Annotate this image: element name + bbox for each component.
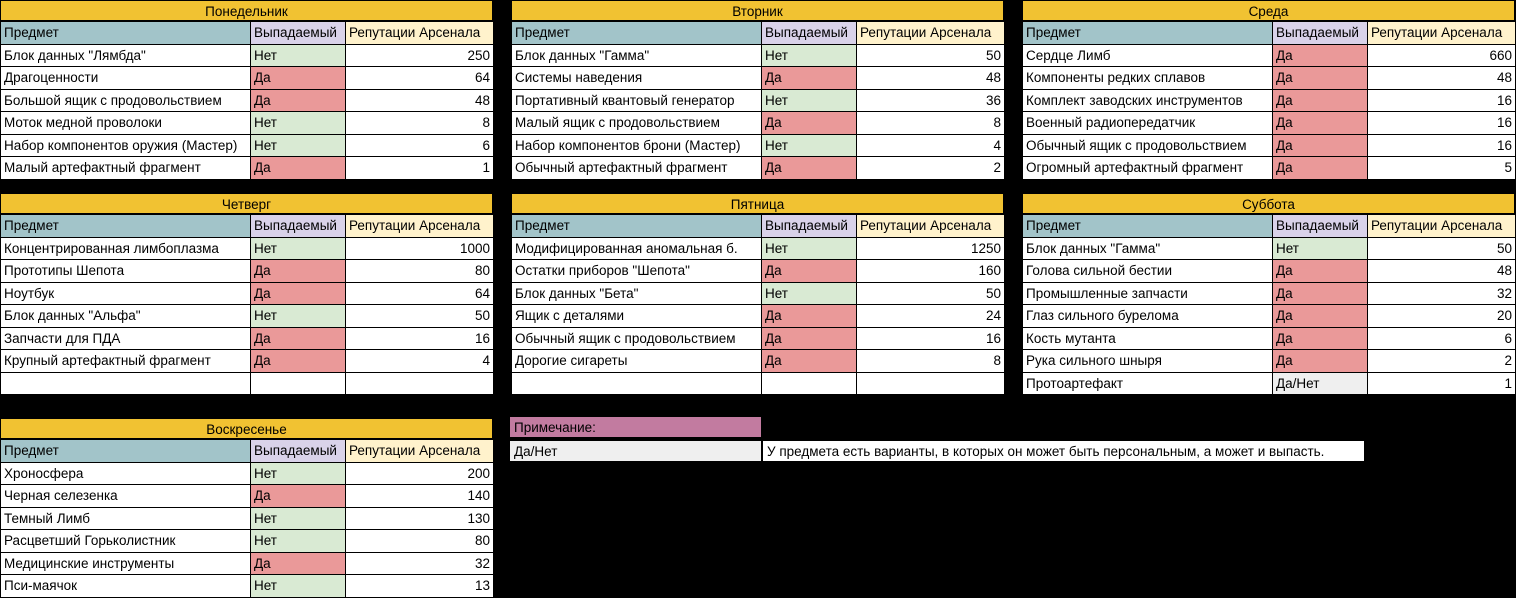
drop-cell: Да: [251, 260, 346, 283]
items-table: [0, 21, 494, 180]
reputation-cell: 5: [1368, 157, 1516, 180]
header-item: Предмет: [1023, 215, 1273, 238]
reputation-cell: 160: [857, 260, 1005, 283]
item-name-cell: Сердце Лимб: [1023, 44, 1273, 67]
drop-cell: Да: [1273, 327, 1368, 350]
item-name-cell: Набор компонентов оружия (Мастер): [1, 134, 251, 157]
drop-cell: Да: [1273, 350, 1368, 373]
table-row: [1023, 372, 1516, 395]
item-name-cell: Кость мутанта: [1023, 327, 1273, 350]
item-name-cell: Драгоценности: [1, 67, 251, 90]
reputation-cell: 4: [346, 350, 494, 373]
item-name-cell: [1, 372, 251, 395]
reputation-cell: [857, 372, 1005, 395]
day-table-saturday: [1022, 193, 1515, 395]
reputation-cell: 1250: [857, 237, 1005, 260]
table-row: [1, 134, 494, 157]
header-drop: Выпадаемый: [762, 215, 857, 238]
drop-cell: Нет: [1273, 237, 1368, 260]
table-row: [512, 89, 1005, 112]
drop-cell: Нет: [762, 237, 857, 260]
header-item: Предмет: [1, 22, 251, 45]
drop-cell: Да: [1273, 260, 1368, 283]
reputation-cell: 6: [346, 134, 494, 157]
header-item: Предмет: [512, 215, 762, 238]
day-title: Вторник: [511, 0, 1004, 21]
reputation-cell: 64: [346, 282, 494, 305]
item-name-cell: Военный радиопередатчик: [1023, 112, 1273, 135]
item-name-cell: Рука сильного шныря: [1023, 350, 1273, 373]
table-row: [1023, 157, 1516, 180]
day-table-thursday: [0, 193, 493, 395]
header-drop: Выпадаемый: [251, 440, 346, 463]
table-row: [1023, 67, 1516, 90]
reputation-cell: 64: [346, 67, 494, 90]
item-name-cell: Блок данных "Лямбда": [1, 44, 251, 67]
table-row: [1, 89, 494, 112]
item-name-cell: Ноутбук: [1, 282, 251, 305]
header-item: Предмет: [1023, 22, 1273, 45]
items-table: [511, 214, 1005, 395]
item-name-cell: Огромный артефактный фрагмент: [1023, 157, 1273, 180]
reputation-cell: 6: [1368, 327, 1516, 350]
items-table: [1022, 214, 1516, 395]
reputation-cell: [346, 372, 494, 395]
reputation-cell: 8: [346, 112, 494, 135]
reputation-cell: 130: [346, 507, 494, 530]
note-row: [509, 440, 1365, 462]
day-title: Пятница: [511, 193, 1004, 214]
reputation-cell: 2: [1368, 350, 1516, 373]
item-name-cell: Глаз сильного бурелома: [1023, 305, 1273, 328]
drop-cell: Да: [1273, 305, 1368, 328]
item-name-cell: Блок данных "Бета": [512, 282, 762, 305]
day-title: Суббота: [1022, 193, 1515, 214]
drop-cell: Да: [1273, 89, 1368, 112]
item-name-cell: Медицинские инструменты: [1, 552, 251, 575]
item-name-cell: Компоненты редких сплавов: [1023, 67, 1273, 90]
drop-cell: Нет: [251, 530, 346, 553]
table-row: [1, 282, 494, 305]
table-row: [1, 112, 494, 135]
reputation-cell: 20: [1368, 305, 1516, 328]
day-table-sunday: [0, 418, 493, 598]
note-key: Да/Нет: [509, 440, 762, 462]
day-table-wednesday: [1022, 0, 1515, 180]
table-row: [1023, 305, 1516, 328]
header-row: [1, 215, 494, 238]
header-rep: Репутации Арсенала: [346, 215, 494, 238]
day-title: Воскресенье: [0, 418, 493, 439]
table-row: [1023, 350, 1516, 373]
note-title: Примечание:: [509, 416, 762, 438]
reputation-cell: 16: [346, 327, 494, 350]
header-item: Предмет: [512, 22, 762, 45]
drop-cell: Да: [1273, 134, 1368, 157]
reputation-cell: 50: [346, 305, 494, 328]
item-name-cell: Темный Лимб: [1, 507, 251, 530]
reputation-cell: 250: [346, 44, 494, 67]
table-row: [1023, 44, 1516, 67]
header-drop: Выпадаемый: [762, 22, 857, 45]
table-row: [1023, 327, 1516, 350]
table-row: [1, 552, 494, 575]
item-name-cell: Обычный артефактный фрагмент: [512, 157, 762, 180]
table-row: [512, 350, 1005, 373]
day-title: Среда: [1022, 0, 1515, 21]
item-name-cell: Пси-маячок: [1, 575, 251, 598]
drop-cell: Нет: [251, 237, 346, 260]
table-row: [1023, 260, 1516, 283]
item-name-cell: Обычный ящик с продовольствием: [1023, 134, 1273, 157]
drop-cell: Нет: [251, 575, 346, 598]
drop-cell: Да: [251, 327, 346, 350]
item-name-cell: Ящик с деталями: [512, 305, 762, 328]
item-name-cell: Прототипы Шепота: [1, 260, 251, 283]
table-row: [512, 112, 1005, 135]
drop-cell: Да: [1273, 44, 1368, 67]
drop-cell: Да/Нет: [1273, 372, 1368, 395]
item-name-cell: Модифицированная аномальная б.: [512, 237, 762, 260]
item-name-cell: Блок данных "Гамма": [1023, 237, 1273, 260]
items-table: [1022, 21, 1516, 180]
header-drop: Выпадаемый: [1273, 215, 1368, 238]
drop-cell: Да: [762, 350, 857, 373]
header-rep: Репутации Арсенала: [1368, 215, 1516, 238]
header-item: Предмет: [1, 215, 251, 238]
item-name-cell: Набор компонентов брони (Мастер): [512, 134, 762, 157]
item-name-cell: Малый ящик с продовольствием: [512, 112, 762, 135]
item-name-cell: Большой ящик с продовольствием: [1, 89, 251, 112]
drop-cell: Нет: [762, 44, 857, 67]
items-table: [0, 439, 494, 598]
header-rep: Репутации Арсенала: [857, 22, 1005, 45]
header-rep: Репутации Арсенала: [1368, 22, 1516, 45]
item-name-cell: Блок данных "Альфа": [1, 305, 251, 328]
reputation-cell: 13: [346, 575, 494, 598]
table-row: [1, 485, 494, 508]
reputation-cell: 140: [346, 485, 494, 508]
drop-cell: Нет: [251, 44, 346, 67]
item-name-cell: Концентрированная лимбоплазма: [1, 237, 251, 260]
header-row: [1023, 215, 1516, 238]
header-rep: Репутации Арсенала: [857, 215, 1005, 238]
item-name-cell: Малый артефактный фрагмент: [1, 157, 251, 180]
drop-cell: Нет: [762, 134, 857, 157]
drop-cell: Нет: [251, 305, 346, 328]
header-drop: Выпадаемый: [1273, 22, 1368, 45]
table-row: [512, 44, 1005, 67]
header-row: [1, 440, 494, 463]
header-rep: Репутации Арсенала: [346, 440, 494, 463]
table-row: [512, 134, 1005, 157]
drop-cell: Да: [762, 260, 857, 283]
item-name-cell: Портативный квантовый генератор: [512, 89, 762, 112]
table-row: [512, 237, 1005, 260]
reputation-cell: 80: [346, 530, 494, 553]
table-row: [1, 530, 494, 553]
note-text: У предмета есть варианты, в которых он может быть персональным, а может и выпасть.: [762, 440, 1365, 462]
table-row: [512, 260, 1005, 283]
reputation-cell: 48: [857, 67, 1005, 90]
item-name-cell: Расцветший Горьколистник: [1, 530, 251, 553]
drop-cell: Да: [251, 350, 346, 373]
table-row: [1, 260, 494, 283]
item-name-cell: Комплект заводских инструментов: [1023, 89, 1273, 112]
table-row: [1, 462, 494, 485]
drop-cell: Да: [762, 112, 857, 135]
drop-cell: Да: [251, 282, 346, 305]
reputation-cell: 660: [1368, 44, 1516, 67]
item-name-cell: Протоартефакт: [1023, 372, 1273, 395]
drop-cell: Да: [1273, 157, 1368, 180]
item-name-cell: Остатки приборов "Шепота": [512, 260, 762, 283]
table-row: [1, 237, 494, 260]
table-row: [512, 67, 1005, 90]
table-row: [1, 575, 494, 598]
reputation-cell: 48: [1368, 260, 1516, 283]
header-row: [512, 22, 1005, 45]
table-row: [1, 507, 494, 530]
reputation-cell: 16: [1368, 112, 1516, 135]
reputation-cell: 1: [1368, 372, 1516, 395]
reputation-cell: 200: [346, 462, 494, 485]
drop-cell: Нет: [251, 112, 346, 135]
reputation-cell: 48: [1368, 67, 1516, 90]
item-name-cell: Дорогие сигареты: [512, 350, 762, 373]
drop-cell: Да: [251, 552, 346, 575]
reputation-cell: 16: [857, 327, 1005, 350]
reputation-cell: 50: [857, 44, 1005, 67]
drop-cell: Нет: [251, 507, 346, 530]
reputation-cell: 32: [346, 552, 494, 575]
table-row: [1, 157, 494, 180]
reputation-cell: 50: [857, 282, 1005, 305]
drop-cell: Да: [251, 67, 346, 90]
header-row: [512, 215, 1005, 238]
table-row: [1023, 134, 1516, 157]
item-name-cell: Блок данных "Гамма": [512, 44, 762, 67]
drop-cell: Да: [1273, 112, 1368, 135]
reputation-cell: 8: [857, 112, 1005, 135]
table-row: [512, 157, 1005, 180]
item-name-cell: Моток медной проволоки: [1, 112, 251, 135]
drop-cell: Да: [251, 157, 346, 180]
reputation-cell: 16: [1368, 89, 1516, 112]
items-table: [511, 21, 1005, 180]
item-name-cell: Обычный ящик с продовольствием: [512, 327, 762, 350]
day-title: Четверг: [0, 193, 493, 214]
table-row: [1023, 89, 1516, 112]
table-row: [1, 44, 494, 67]
drop-cell: Да: [1273, 67, 1368, 90]
header-drop: Выпадаемый: [251, 215, 346, 238]
drop-cell: [762, 372, 857, 395]
item-name-cell: Хроносфера: [1, 462, 251, 485]
reputation-cell: 1: [346, 157, 494, 180]
table-row: [1, 327, 494, 350]
item-name-cell: Крупный артефактный фрагмент: [1, 350, 251, 373]
item-name-cell: Запчасти для ПДА: [1, 327, 251, 350]
item-name-cell: Промышленные запчасти: [1023, 282, 1273, 305]
drop-cell: Нет: [251, 134, 346, 157]
reputation-cell: 16: [1368, 134, 1516, 157]
drop-cell: [251, 372, 346, 395]
drop-cell: Да: [251, 485, 346, 508]
reputation-cell: 32: [1368, 282, 1516, 305]
reputation-cell: 36: [857, 89, 1005, 112]
reputation-cell: 48: [346, 89, 494, 112]
table-row: [1023, 237, 1516, 260]
day-table-friday: [511, 193, 1004, 395]
item-name-cell: Черная селезенка: [1, 485, 251, 508]
table-row: [1, 305, 494, 328]
drop-cell: Нет: [762, 89, 857, 112]
table-row: [512, 305, 1005, 328]
table-row: [1, 372, 494, 395]
reputation-cell: 24: [857, 305, 1005, 328]
reputation-cell: 2: [857, 157, 1005, 180]
header-row: [1023, 22, 1516, 45]
drop-cell: Да: [762, 67, 857, 90]
drop-cell: Да: [762, 327, 857, 350]
item-name-cell: Голова сильной бестии: [1023, 260, 1273, 283]
header-item: Предмет: [1, 440, 251, 463]
drop-cell: Да: [762, 157, 857, 180]
reputation-cell: 4: [857, 134, 1005, 157]
reputation-cell: 1000: [346, 237, 494, 260]
day-table-tuesday: [511, 0, 1004, 180]
day-title: Понедельник: [0, 0, 493, 21]
reputation-cell: 50: [1368, 237, 1516, 260]
reputation-cell: 80: [346, 260, 494, 283]
drop-cell: Нет: [251, 462, 346, 485]
day-table-monday: [0, 0, 493, 180]
item-name-cell: Системы наведения: [512, 67, 762, 90]
reputation-cell: 8: [857, 350, 1005, 373]
header-row: [1, 22, 494, 45]
drop-cell: Нет: [762, 282, 857, 305]
table-row: [512, 372, 1005, 395]
drop-cell: Да: [251, 89, 346, 112]
header-drop: Выпадаемый: [251, 22, 346, 45]
item-name-cell: [512, 372, 762, 395]
table-row: [1023, 282, 1516, 305]
drop-cell: Да: [1273, 282, 1368, 305]
header-rep: Репутации Арсенала: [346, 22, 494, 45]
table-row: [1, 67, 494, 90]
drop-cell: Да: [762, 305, 857, 328]
items-table: [0, 214, 494, 395]
table-row: [1023, 112, 1516, 135]
table-row: [512, 282, 1005, 305]
table-row: [512, 327, 1005, 350]
table-row: [1, 350, 494, 373]
